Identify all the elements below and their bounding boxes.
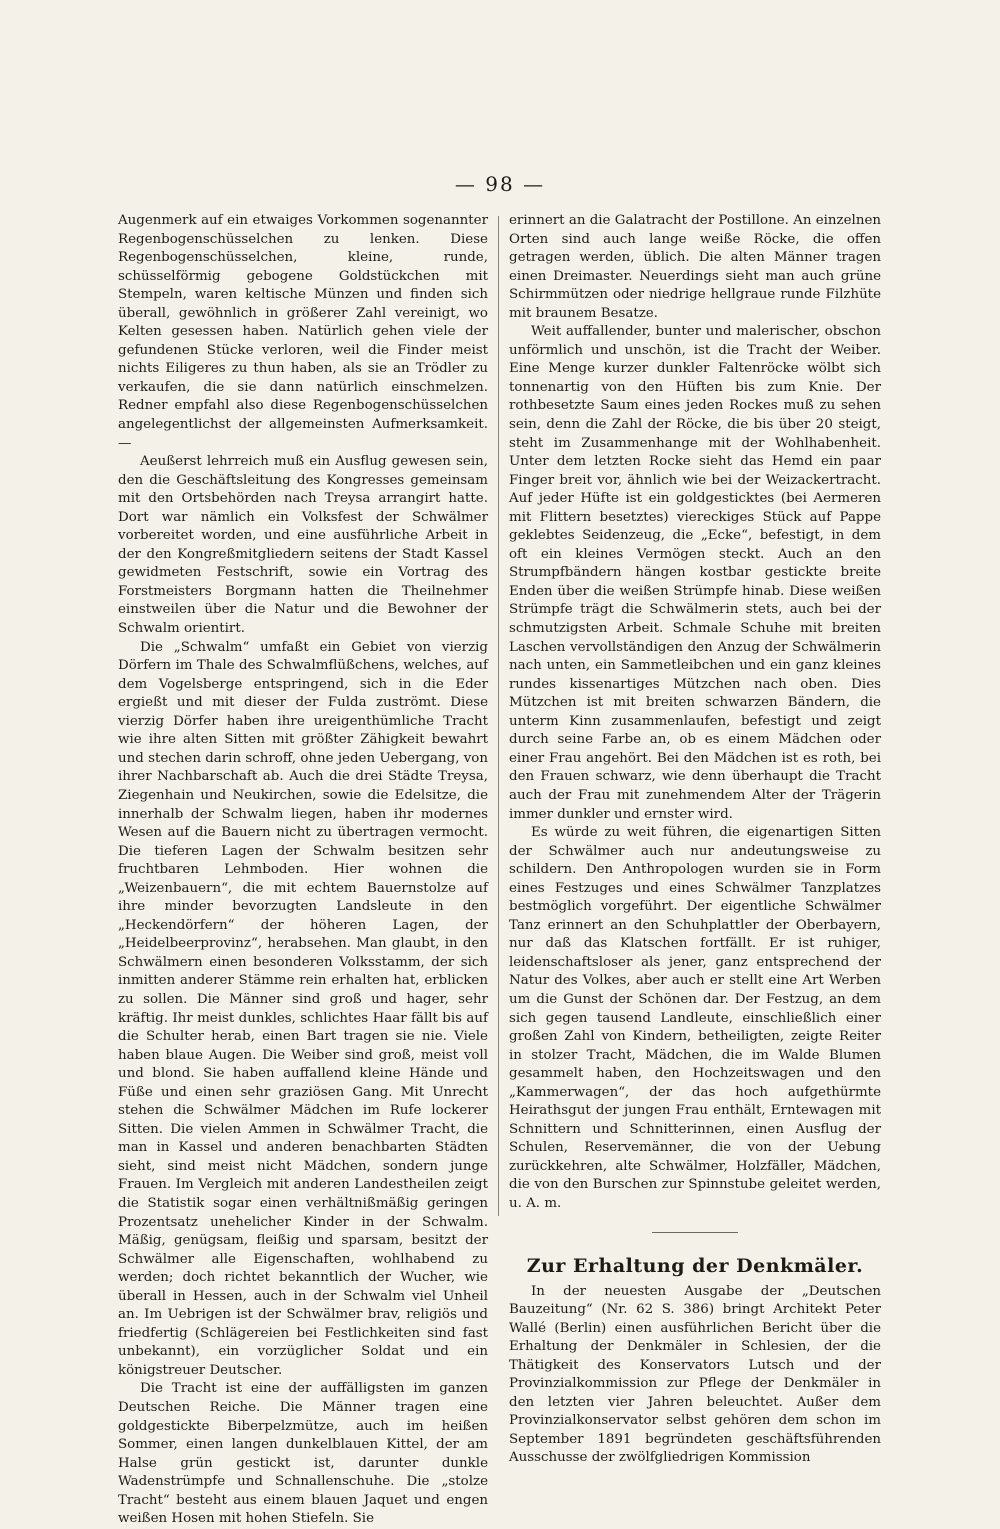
right-column — [509, 212, 881, 1466]
section-heading: Zur Erhaltung der Denkmäler. — [526, 1254, 864, 1277]
paragraph: Es würde zu weit führen, die eigenartigen Sitten der Schwälmer auch nur andeutungsweise zu schildern. Den Anthropologen wurden sie in Form eines Festzuges und eines Schwälmer Tanzplatzes bestmöglich vorgeführt. Der eigentliche Schwälmer Tanz erinnert an den Schuhplattler der Oberbayern, nur daß das Klatschen fortfällt. Er ist ruhiger, leidenschaftsloser als jener, ganz entsprechend der Natur des Volkes, aber auch er stellt eine Art Werben um die Gunst der Schönen dar. Der Festzug, an dem sich gegen tausend Landleute, einschließlich einer großen Zahl von Kindern, betheiligten, zeigte Reiter in stolzer Tracht, Mädchen, die im Walde Blumen gesammelt haben, den Hochzeitswagen und den „Kammerwagen“, der das hoch aufgethürmte Heirathsgut der jungen Frau enthält, Erntewagen mit Schnittern und Schnitterinnen, einen Ausflug der Schulen, Reservemänner, die von der Uebung zurückkehren, alte Schwälmer, Holzfäller, Mädchen, die von den Burschen zur Spinnstube geleitet werden, u. A. m. — [509, 825, 881, 1211]
paragraph: Die Tracht ist eine der auffälligsten im ganzen Deutschen Reiche. Die Männer tragen eine goldgestickte Biberpelzmütze, auch im heißen Sommer, einen langen dunkelblauen Kittel, der am Halse grün gestickt ist, darunter dunkle Wadenstrümpfe und Schnallenschuhe. Die „stolze Tracht“ besteht aus einem blauen Jaquet und engen weißen Hosen mit hohen Stiefeln. Sie — [118, 1381, 488, 1527]
section-divider — [652, 1232, 738, 1233]
paragraph: Weit auffallender, bunter und malerischer, obschon unförmlich und unschön, ist die Tracht der Weiber. Eine Menge kurzer dunkler Faltenröcke wölbt sich tonnenartig von den Hüften bis zum Knie. Der rothbesetzte Saum eines jeden Rockes muß zu sehen sein, denn die Zahl der Röcke, die bis über 20 steigt, steht im Zusammenhange mit der Wohlhabenheit. Unter dem letzten Rocke sieht das Hemd ein paar Finger breit vor, ähnlich wie bei der Weizackertracht. Auf jeder Hüfte ist ein goldgesticktes (bei Aermeren mit Flittern besetztes) viereckiges Stück auf Pappe geklebtes Seidenzeug, die „Ecke“, befestigt, in dem oft ein kleines Vermögen steckt. Auch an den Strumpfbändern hängen kostbar gestickte breite Enden über die weißen Strümpfe hinab. Diese weißen Strümpfe trägt die Schwälmerin stets, auch bei der schmutzigsten Arbeit. Schmale Schuhe mit breiten Laschen vervollständigen den Anzug der Schwälmerin nach unten, ein Sammetleibchen und ein ganz kleines rundes kissenartiges Mützchen nach oben. Dies Mützchen ist mit breiten schwarzen Bändern, die unterm Kinn zusammenlaufen, befestigt und zeigt durch seine Farbe an, ob es einem Mädchen oder einer Frau angehört. Bei den Mädchen ist es roth, bei den Frauen schwarz, wie denn überhaupt die Tracht auch der Frau mit zunehmendem Alter der Trägerin immer dunkler und ernster wird. — [509, 324, 881, 822]
paragraph: In der neuesten Ausgabe der „Deutschen Bauzeitung“ (Nr. 62 S. 386) bringt Architekt Peter Wallé (Berlin) einen ausführlichen Bericht über die Erhaltung der Denkmäler in Schlesien, der die Thätigkeit des Konservators Lutsch und der Provinzialkommission zur Pflege der Denkmäler in den letzten vier Jahren beleuchtet. Außer dem Provinzialkonservator selbst gehören dem schon im September 1891 begründeten geschäftsführenden Ausschusse der zwölfgliedrigen Kommission — [509, 1283, 881, 1466]
paragraph: Augenmerk auf ein etwaiges Vorkommen sogenannter Regenbogenschüsselchen zu lenken. Diese Regenbogenschüsselchen, kleine, runde, schüsselförmig gebogene Goldstückchen mit Stempeln, waren keltische Münzen und finden sich überall, gewöhnlich in größerer Zahl vereinigt, wo Kelten gesessen haben. Natürlich gehen viele der gefundenen Stücke verloren, weil die Finder meist nichts Eiligeres zu thun haben, als sie an Trödler zu verkaufen, die sie dann natürlich einschmelzen. Redner empfahl also diese Regenbogenschüsselchen angelegentlichst der allgemeinsten Aufmerksamkeit. — — [118, 213, 488, 451]
page-number: — 98 — — [454, 172, 546, 196]
paragraph: Aeußerst lehrreich muß ein Ausflug gewesen sein, den die Geschäftsleitung des Kongresses gemeinsam mit den Ortsbehörden nach Treysa arrangirt hatte. Dort war nämlich ein Volksfest der Schwälmer vorbereitet worden, und eine ausführliche Arbeit in der den Kongreßmitgliedern seitens der Stadt Kassel gewidmeten Festschrift, sowie ein Vortrag des Forstmeisters Borgmann hatten die Theilnehmer einstweilen über die Natur und die Bewohner der Schwalm orientirt. — [118, 454, 488, 637]
column-divider — [498, 216, 499, 1216]
paragraph: Die „Schwalm“ umfaßt ein Gebiet von vierzig Dörfern im Thale des Schwalmflüßchens, welches, auf dem Vogelsberge entspringend, sich in die Eder ergießt und mit dieser der Fulda zuströmt. Diese vierzig Dörfer haben ihre ureigenthümliche Tracht wie ihre alten Sitten mit größter Zähigkeit bewahrt und stechen darin schroff, ohne jeden Uebergang, von ihrer Nachbarschaft ab. Auch die drei Städte Treysa, Ziegenhain und Neukirchen, sowie die Edelsitze, die innerhalb der Schwalm liegen, haben ihr modernes Wesen auf die Bauern nicht zu übertragen vermocht. Die tieferen Lagen der Schwalm besitzen sehr fruchtbaren Lehmboden. Hier wohnen die „Weizenbauern“, die mit echtem Bauernstolze auf ihre minder bevorzugten Landsleute in den „Heckendörfern“ der höheren Lagen, der „Heidelbeerprovinz“, herabsehen. Man glaubt, in den Schwälmern einen besonderen Volksstamm, der sich inmitten anderer Stämme rein erhalten hat, erblicken zu sollen. Die Männer sind groß und hager, sehr kräftig. Ihr meist dunkles, schlichtes Haar fällt bis auf die Schulter herab, einen Bart tragen sie nie. Viele haben blaue Augen. Die Weiber sind groß, meist voll und blond. Sie haben auffallend kleine Hände und Füße und einen sehr graziösen Gang. Mit Unrecht stehen die Schwälmer Mädchen im Rufe lockerer Sitten. Die vielen Ammen in Schwälmer Tracht, die man in Kassel und anderen benachbarten Städten sieht, sind meist nicht Mädchen, sondern junge Frauen. Im Vergleich mit anderen Landestheilen zeigt die Statistik sogar einen verhältnißmäßig geringen Prozentsatz unehelicher Kinder in der Schwalm. Mäßig, genügsam, fleißig und sparsam, besitzt der Schwälmer alle Eigenschaften, wohlhabend zu werden; doch richtet bekanntlich der Wucher, wie überall in Hessen, auch in der Schwalm viel Unheil an. Im Uebrigen ist der Schwälmer brav, religiös und friedfertig (Schlägereien bei Festlichkeiten sind fast unbekannt), ein vorzüglicher Soldat und ein königstreuer Deutscher. — [118, 639, 488, 1378]
paragraph: erinnert an die Galatracht der Postillone. An einzelnen Orten sind auch lange weiße Röcke, die offen getragen werden, üblich. Die alten Männer tragen einen Dreimaster. Neuerdings sieht man auch grüne Schirmmützen oder niedrige hellgraue runde Filzhüte mit braunem Besatze. — [509, 213, 881, 321]
left-column — [118, 212, 488, 1527]
